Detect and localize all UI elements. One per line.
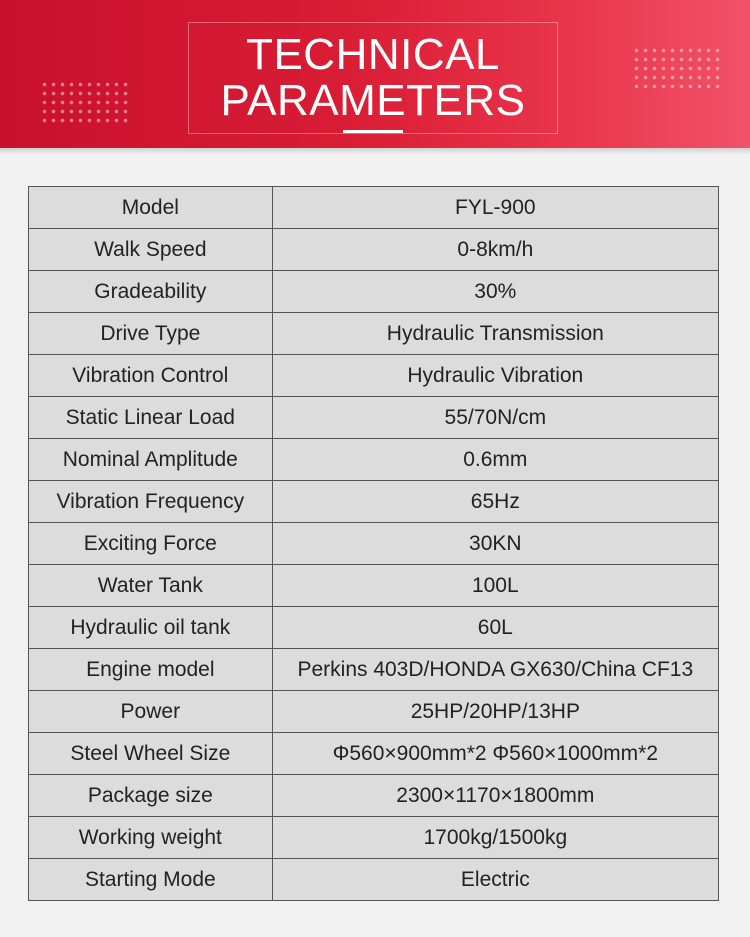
spec-label: Water Tank [29,565,273,607]
spec-label: Vibration Frequency [29,481,273,523]
spec-value: Hydraulic Vibration [272,355,718,397]
table-row [29,859,719,901]
spec-label: Engine model [29,649,273,691]
spec-value: 100L [272,565,718,607]
spec-label: Walk Speed [29,229,273,271]
spec-label: Static Linear Load [29,397,273,439]
header-banner [0,0,750,148]
table-row [29,313,719,355]
dot-pattern-left [40,80,132,124]
spec-value: 1700kg/1500kg [272,817,718,859]
spec-label: Package size [29,775,273,817]
table-row [29,439,719,481]
table-row [29,397,719,439]
spec-value: Φ560×900mm*2 Φ560×1000mm*2 [272,733,718,775]
table-row [29,733,719,775]
spec-value: Hydraulic Transmission [272,313,718,355]
table-row [29,481,719,523]
spec-label: Power [29,691,273,733]
spec-value: 55/70N/cm [272,397,718,439]
spec-value: FYL-900 [272,187,718,229]
spec-label: Nominal Amplitude [29,439,273,481]
table-row [29,607,719,649]
table-row [29,691,719,733]
spec-label: Drive Type [29,313,273,355]
spec-value: 25HP/20HP/13HP [272,691,718,733]
spec-label: Steel Wheel Size [29,733,273,775]
table-row [29,817,719,859]
spec-value: Electric [272,859,718,901]
spec-label: Working weight [29,817,273,859]
spec-value: 65Hz [272,481,718,523]
spec-table [28,186,719,901]
table-row [29,355,719,397]
dot-pattern-right [632,46,724,90]
title-line-2: PARAMETERS [220,76,526,125]
table-row [29,523,719,565]
spec-label: Exciting Force [29,523,273,565]
spec-label: Vibration Control [29,355,273,397]
spec-table-body [29,187,719,901]
spec-label: Hydraulic oil tank [29,607,273,649]
title-line-1: TECHNICAL [246,30,500,79]
spec-label: Starting Mode [29,859,273,901]
spec-label: Gradeability [29,271,273,313]
table-row [29,271,719,313]
spec-value: Perkins 403D/HONDA GX630/China CF13 [272,649,718,691]
table-row [29,775,719,817]
spec-value: 30% [272,271,718,313]
spec-value: 0-8km/h [272,229,718,271]
page-title [188,32,558,124]
table-row [29,229,719,271]
spec-value: 30KN [272,523,718,565]
spec-value: 0.6mm [272,439,718,481]
table-row [29,649,719,691]
table-row [29,565,719,607]
spec-label: Model [29,187,273,229]
table-row [29,187,719,229]
spec-value: 60L [272,607,718,649]
title-underline [343,130,403,133]
spec-value: 2300×1170×1800mm [272,775,718,817]
header-shadow [0,148,750,154]
